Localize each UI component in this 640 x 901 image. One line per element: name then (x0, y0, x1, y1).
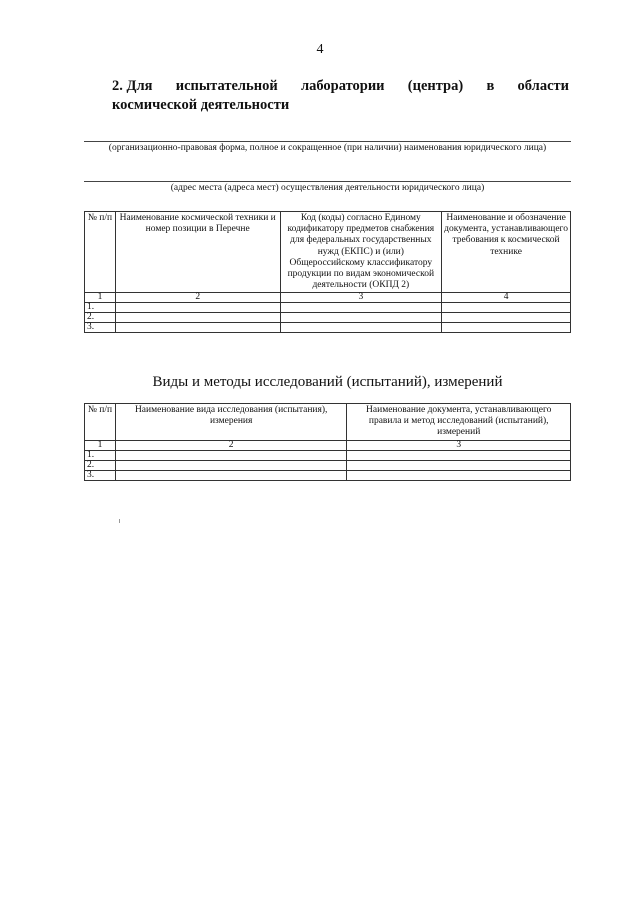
table-cell[interactable] (280, 323, 442, 333)
org-name-line (84, 141, 571, 142)
table-cell[interactable] (442, 323, 571, 333)
table-cell[interactable] (115, 313, 280, 323)
column-number: 1 (85, 293, 116, 303)
table-row (85, 460, 571, 470)
table-cell[interactable] (442, 303, 571, 313)
address-caption: (адрес места (адреса мест) осуществления деятельности юридического лица) (170, 183, 485, 193)
table-row (85, 303, 571, 313)
methods-section-title: Виды и методы исследований (испытаний), измерений (152, 374, 503, 390)
table-header-row (85, 212, 571, 293)
column-number-row (85, 440, 571, 450)
column-number: 1 (85, 440, 116, 450)
page-number: 4 (316, 42, 324, 57)
header-cell: Код (коды) согласно Единому кодификатору предметов снабжения для федеральных государственных нужд (ЕКПС) и (или) Общероссийскому классификатору продукции по видам экономической деятельности (ОКПД 2) (280, 212, 442, 293)
space-technics-table (84, 211, 571, 333)
column-number: 3 (347, 440, 571, 450)
header-cell: Наименование и обозначение документа, устанавливающего требования к космической технике (442, 212, 571, 293)
table-row (85, 323, 571, 333)
table-row (85, 313, 571, 323)
table-cell[interactable] (442, 313, 571, 323)
heading-word: (центра) (407, 78, 464, 94)
row-number: 2. (85, 313, 116, 323)
row-number: 2. (85, 460, 116, 470)
row-number: 1. (85, 303, 116, 313)
heading-word: в (486, 78, 495, 94)
table-cell[interactable] (347, 470, 571, 480)
table-cell[interactable] (115, 470, 346, 480)
scan-mark (119, 519, 120, 523)
row-number: 1. (85, 450, 116, 460)
header-cell: № п/п (85, 404, 116, 441)
row-number: 3. (85, 470, 116, 480)
heading-word: лаборатории (300, 78, 385, 94)
org-name-caption: (организационно-правовая форма, полное и сокращенное (при наличии) наименования юридического лица) (108, 143, 547, 153)
table-cell[interactable] (115, 450, 346, 460)
heading-word: области (517, 78, 569, 94)
table-header-row (85, 404, 571, 441)
table-cell[interactable] (280, 313, 442, 323)
header-cell: Наименование документа, устанавливающего правила и метод исследований (испытаний), измерений (347, 404, 571, 441)
table-cell[interactable] (347, 460, 571, 470)
table-cell[interactable] (280, 303, 442, 313)
column-number: 3 (280, 293, 442, 303)
header-cell: № п/п (85, 212, 116, 293)
column-number-row (85, 293, 571, 303)
table-cell[interactable] (115, 460, 346, 470)
column-number: 4 (442, 293, 571, 303)
section-heading (112, 77, 569, 115)
table-cell[interactable] (115, 303, 280, 313)
heading-word: испытательной (175, 78, 278, 94)
column-number: 2 (115, 293, 280, 303)
table-cell[interactable] (115, 323, 280, 333)
table-cell[interactable] (347, 450, 571, 460)
table-row (85, 470, 571, 480)
heading-word: 2. Для (112, 78, 153, 94)
methods-table (84, 403, 571, 481)
heading-line-1 (112, 77, 569, 96)
table-row (85, 450, 571, 460)
row-number: 3. (85, 323, 116, 333)
column-number: 2 (115, 440, 346, 450)
heading-line-2: космической деятельности (112, 97, 290, 113)
header-cell: Наименование вида исследования (испытания), измерения (115, 404, 346, 441)
address-line (84, 181, 571, 182)
header-cell: Наименование космической техники и номер позиции в Перечне (115, 212, 280, 293)
